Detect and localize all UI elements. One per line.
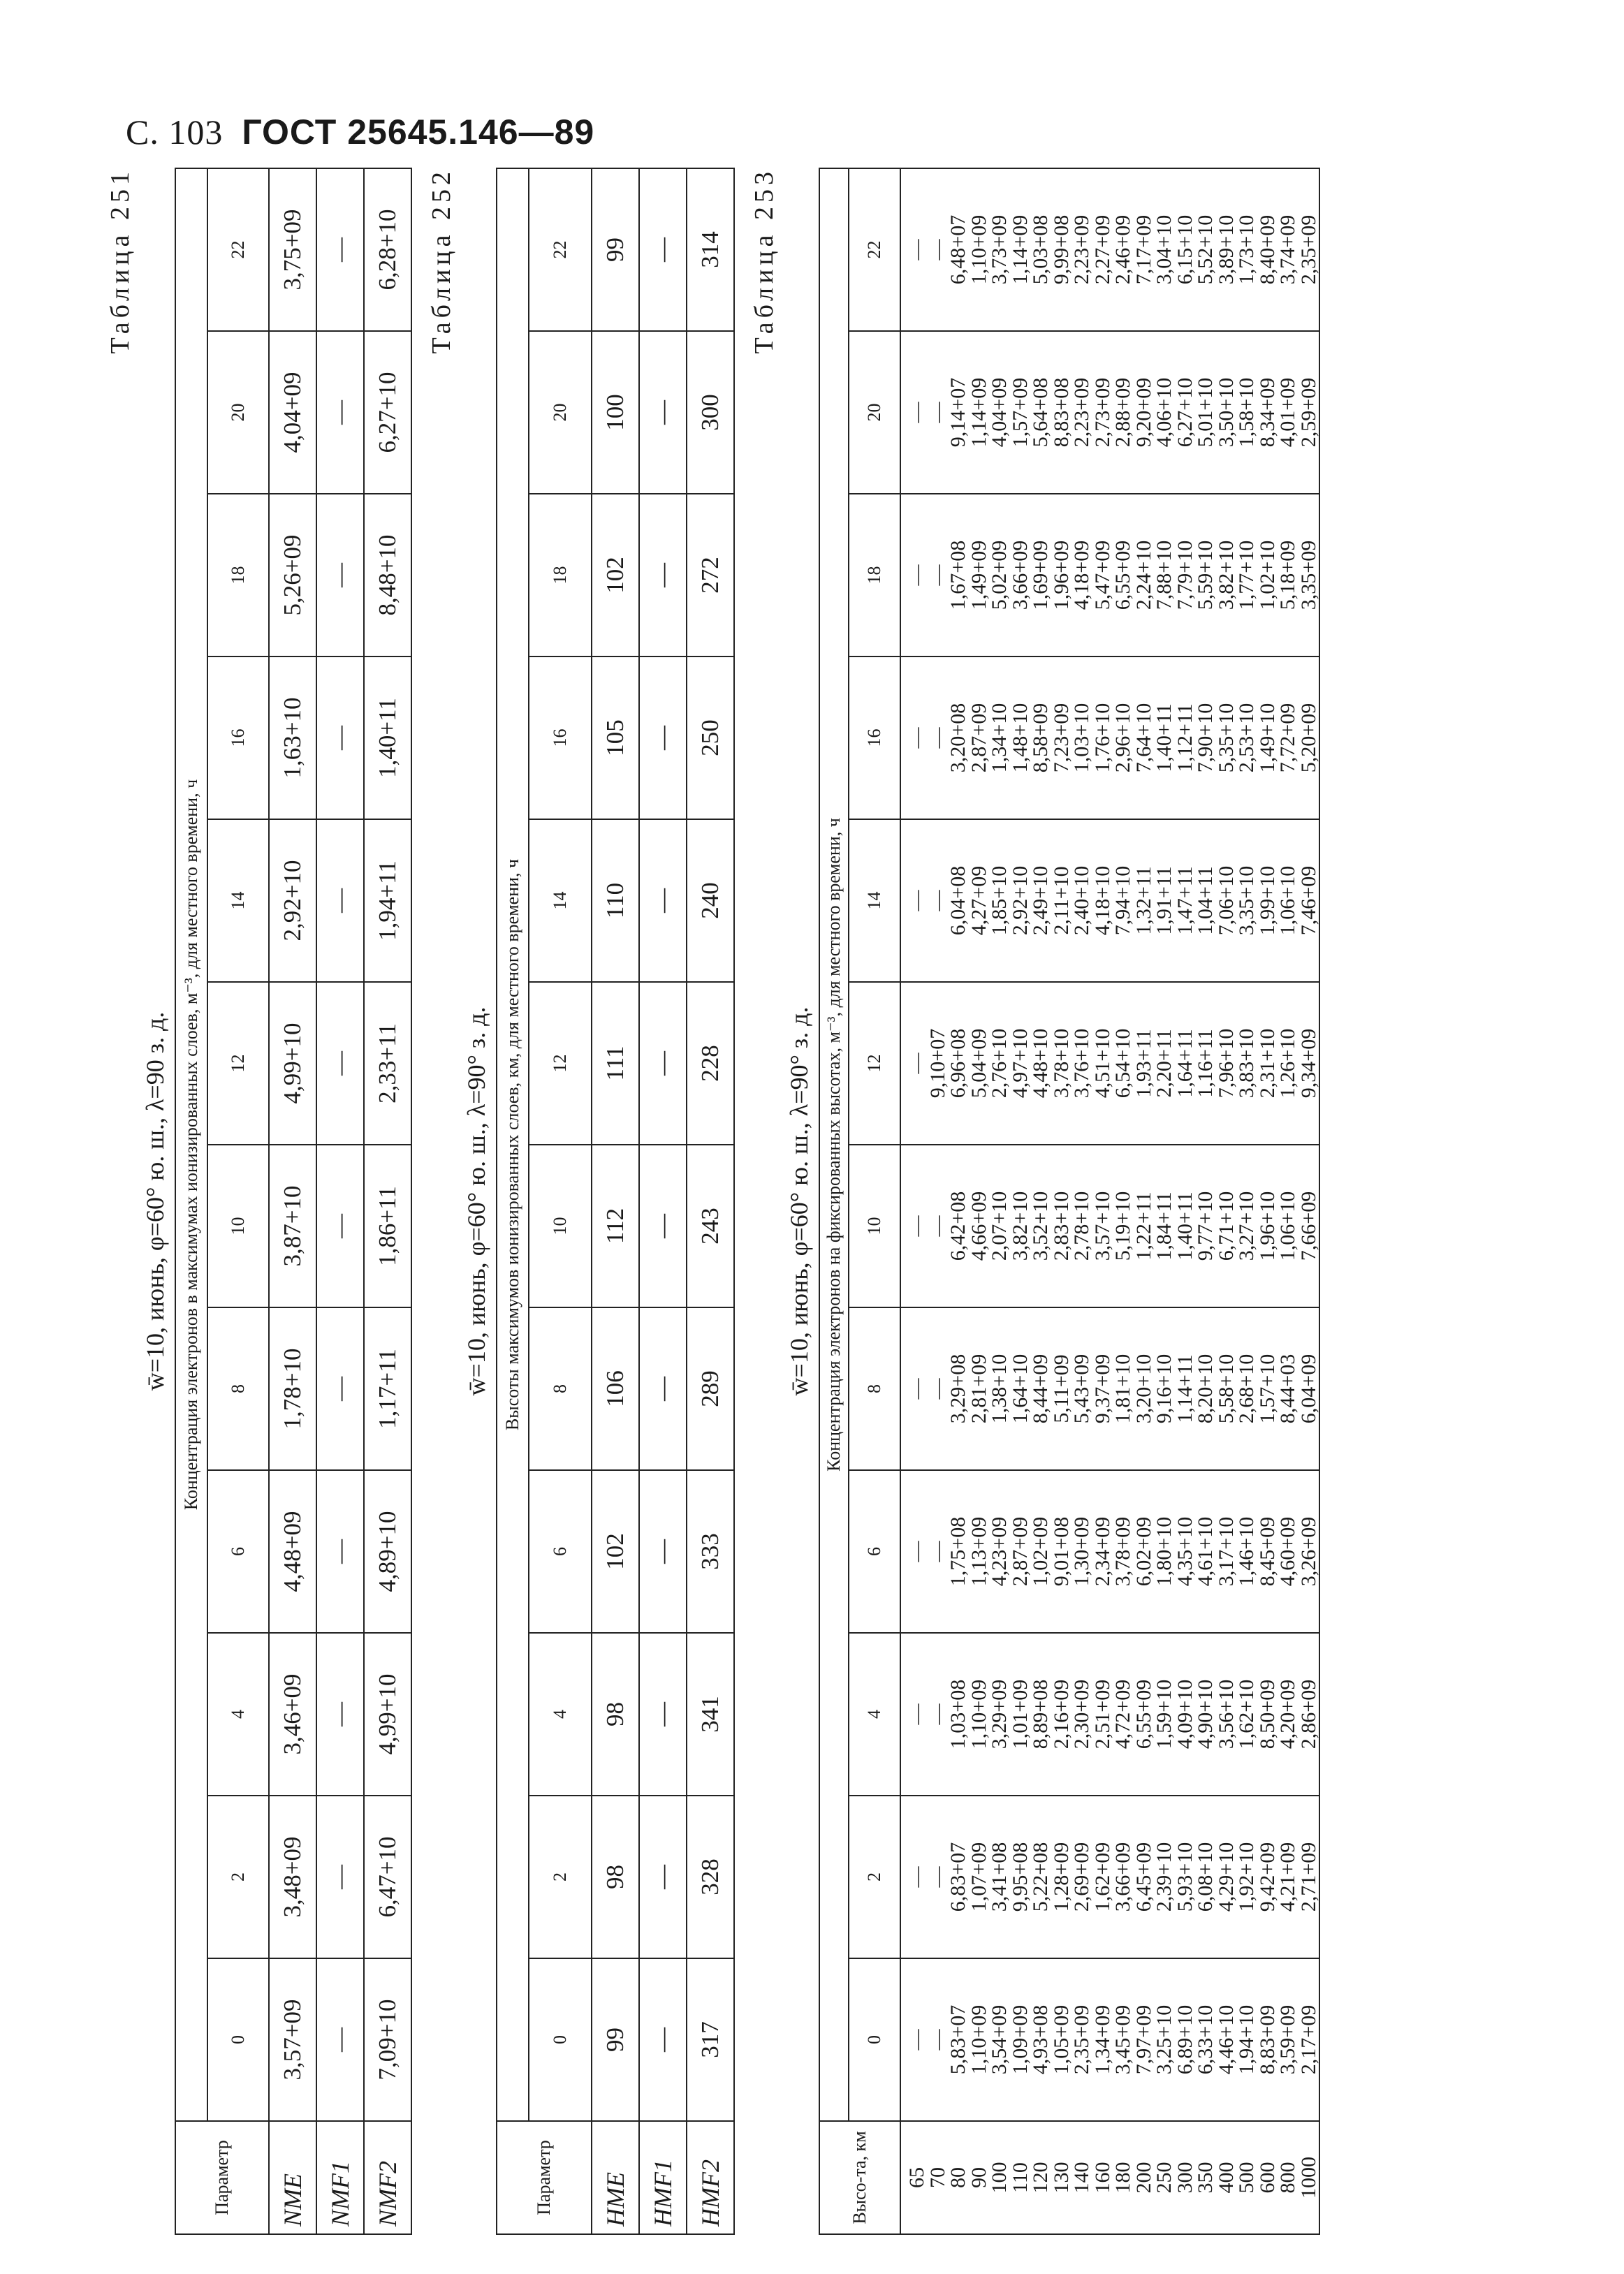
hour-header: 14 bbox=[207, 819, 269, 982]
hour-column: — — 3,29+08 2,81+09 1,38+10 1,64+10 8,44+09 5,11+09 5,43+09 9,37+09 1,81+10 3,20+10 9,16+10 1,14+11 8,20+10 5,58+10 2,68+10 1,57+10 8,44+03 6,04+09 bbox=[900, 1307, 1319, 1470]
hour-header: 0 bbox=[207, 1958, 269, 2121]
page-number: С. 103 bbox=[126, 112, 224, 152]
table-251-caption: w̄=10, июнь, φ=60° ю. ш., λ=90 з. д. bbox=[141, 1011, 169, 1391]
table-cell: 2,33+11 bbox=[364, 982, 411, 1145]
table-cell: 3,57+09 bbox=[269, 1958, 316, 2121]
altitude-header: Высо-та, км bbox=[819, 2121, 900, 2234]
table-cell: 1,78+10 bbox=[269, 1307, 316, 1470]
hour-header: 22 bbox=[529, 168, 592, 331]
hour-header: 16 bbox=[529, 656, 592, 819]
hour-column: — — 3,20+08 2,87+09 1,34+10 1,48+10 8,58+09 7,23+09 1,03+10 1,76+10 2,96+10 7,64+10 1,40+11 1,12+11 7,90+10 5,35+10 2,53+10 1,49+10 7,72+09 5,20+09 bbox=[900, 656, 1319, 819]
hour-header: 16 bbox=[849, 656, 900, 819]
table-cell: 6,47+10 bbox=[364, 1796, 411, 1958]
hour-header: 8 bbox=[529, 1307, 592, 1470]
hour-header: 6 bbox=[529, 1470, 592, 1633]
table-cell: 1,40+11 bbox=[364, 656, 411, 819]
table-cell: 4,48+09 bbox=[269, 1470, 316, 1633]
hour-header: 16 bbox=[207, 656, 269, 819]
table-cell: 3,48+09 bbox=[269, 1796, 316, 1958]
table-cell: — bbox=[316, 331, 364, 494]
table-cell: 112 bbox=[592, 1145, 639, 1307]
table-252-caption: w̄=10, июнь, φ=60° ю. ш., λ=90° з. д. bbox=[462, 1006, 490, 1396]
table-cell: 243 bbox=[687, 1145, 734, 1307]
table-cell: 5,26+09 bbox=[269, 494, 316, 656]
table-cell: — bbox=[639, 494, 687, 656]
hour-header: 2 bbox=[529, 1796, 592, 1958]
hour-header: 0 bbox=[529, 1958, 592, 2121]
hour-header: 18 bbox=[849, 494, 900, 656]
table-cell: 8,48+10 bbox=[364, 494, 411, 656]
table-cell: — bbox=[316, 168, 364, 331]
table-cell: 111 bbox=[592, 982, 639, 1145]
table-cell: 333 bbox=[687, 1470, 734, 1633]
table-cell: — bbox=[639, 819, 687, 982]
table-cell: — bbox=[316, 656, 364, 819]
table-row bbox=[269, 168, 316, 2234]
table-252-label: Таблица 252 bbox=[427, 168, 456, 354]
table-cell: 1,86+11 bbox=[364, 1145, 411, 1307]
parameter-name: HMF1 bbox=[639, 2121, 687, 2234]
table-cell: — bbox=[316, 494, 364, 656]
table-cell: 110 bbox=[592, 819, 639, 982]
hour-header: 6 bbox=[207, 1470, 269, 1633]
table-cell: 328 bbox=[687, 1796, 734, 1958]
standard-number: ГОСТ 25645.146—89 bbox=[242, 112, 595, 152]
table-253-caption: w̄=10, июнь, φ=60° ю. ш., λ=90° з. д. bbox=[785, 1006, 813, 1396]
hour-column: — — 6,04+08 4,27+09 1,85+10 2,92+10 2,49+10 2,11+10 2,40+10 4,18+10 7,94+10 1,32+11 1,91+11 1,47+11 1,04+11 7,06+10 3,35+10 1,99+10 1,06+10 7,46+09 bbox=[900, 819, 1319, 982]
table-cell: 98 bbox=[592, 1796, 639, 1958]
table-cell: — bbox=[639, 1145, 687, 1307]
hour-header: 12 bbox=[207, 982, 269, 1145]
table-cell: 1,94+11 bbox=[364, 819, 411, 982]
parameter-name: NMF2 bbox=[364, 2121, 411, 2234]
hour-column: — — 6,48+07 1,10+09 3,73+09 1,14+09 5,03+08 9,99+08 2,23+09 2,27+09 2,46+09 7,17+09 3,04+10 6,15+10 5,52+10 3,89+10 1,73+10 8,40+09 3,74+09 2,35+09 bbox=[900, 168, 1319, 331]
param-header: Параметр bbox=[175, 2121, 269, 2234]
table-cell: 7,09+10 bbox=[364, 1958, 411, 2121]
hour-header: 2 bbox=[849, 1796, 900, 1958]
rotated-content bbox=[105, 168, 1334, 2235]
hour-header: 22 bbox=[849, 168, 900, 331]
table-252 bbox=[496, 168, 735, 2235]
table-cell: 272 bbox=[687, 494, 734, 656]
table-cell: — bbox=[639, 1633, 687, 1796]
table-row bbox=[592, 168, 639, 2234]
table-row bbox=[639, 168, 687, 2234]
table-cell: — bbox=[639, 168, 687, 331]
table-cell: 100 bbox=[592, 331, 639, 494]
altitude-column: 65 70 80 90 100 110 120 130 140 160 180 200 250 300 350 400 500 600 800 1000 bbox=[900, 2121, 1319, 2234]
hour-column: — — 6,83+07 1,07+09 3,41+08 9,95+08 5,22+08 1,28+09 2,69+09 1,62+09 3,66+09 6,45+09 2,39+10 5,93+10 6,08+10 4,29+10 1,92+10 9,42+09 4,21+09 2,71+09 bbox=[900, 1796, 1319, 1958]
table-cell: — bbox=[316, 1796, 364, 1958]
hour-header: 12 bbox=[849, 982, 900, 1145]
hour-header: 2 bbox=[207, 1796, 269, 1958]
table-cell: 102 bbox=[592, 1470, 639, 1633]
hour-header: 8 bbox=[849, 1307, 900, 1470]
table-cell: 228 bbox=[687, 982, 734, 1145]
hour-column: — 9,10+07 6,96+08 5,04+09 2,76+10 4,97+10 4,48+10 3,78+10 3,76+10 4,51+10 6,54+10 1,93+11 2,20+11 1,64+11 1,16+11 7,96+10 3,83+10 2,31+10 1,26+10 9,34+09 bbox=[900, 982, 1319, 1145]
table-row bbox=[316, 168, 364, 2234]
table-cell: — bbox=[639, 331, 687, 494]
parameter-name: HME bbox=[592, 2121, 639, 2234]
table-cell: — bbox=[639, 1470, 687, 1633]
group-header: Концентрация электронов на фиксированных высотах, м⁻³, для местного времени, ч bbox=[819, 168, 849, 2121]
table-cell: 314 bbox=[687, 168, 734, 331]
table-252-block bbox=[426, 168, 735, 2235]
hour-column: — — 9,14+07 1,14+09 4,04+09 1,57+09 5,64+08 8,83+08 2,23+09 2,73+09 2,88+09 9,20+09 4,06+10 6,27+10 5,01+10 3,50+10 1,58+10 8,34+09 4,01+09 2,59+09 bbox=[900, 331, 1319, 494]
table-cell: 341 bbox=[687, 1633, 734, 1796]
hour-header: 14 bbox=[849, 819, 900, 982]
hour-header: 10 bbox=[849, 1145, 900, 1307]
hour-header: 4 bbox=[529, 1633, 592, 1796]
hour-header: 8 bbox=[207, 1307, 269, 1470]
hour-column: — — 1,67+08 1,49+09 5,02+09 3,66+09 1,69+09 1,96+09 4,18+09 5,47+09 6,55+09 2,24+10 7,88+10 7,79+10 5,59+10 3,82+10 1,77+10 1,02+10 5,18+09 3,35+09 bbox=[900, 494, 1319, 656]
table-cell: 2,92+10 bbox=[269, 819, 316, 982]
table-cell: 289 bbox=[687, 1307, 734, 1470]
hour-column: — — 1,03+08 1,10+09 3,29+09 1,01+09 8,89+08 2,16+09 2,30+09 2,51+09 4,72+09 6,55+09 1,59+10 4,09+10 4,90+10 3,56+10 1,62+10 8,50+09 4,20+09 2,86+09 bbox=[900, 1633, 1319, 1796]
page-header bbox=[126, 112, 594, 152]
parameter-name: NMF1 bbox=[316, 2121, 364, 2234]
table-cell: 99 bbox=[592, 168, 639, 331]
table-cell: — bbox=[316, 1633, 364, 1796]
table-cell: 3,87+10 bbox=[269, 1145, 316, 1307]
table-cell: 99 bbox=[592, 1958, 639, 2121]
table-251-block bbox=[105, 168, 412, 2235]
hour-header: 14 bbox=[529, 819, 592, 982]
table-cell: 102 bbox=[592, 494, 639, 656]
hour-column: — — 6,42+08 4,66+09 2,07+10 3,82+10 3,52+10 2,83+10 2,78+10 3,57+10 5,19+10 1,22+11 1,84+11 1,40+11 9,77+10 6,71+10 3,27+10 1,96+10 1,06+10 7,66+09 bbox=[900, 1145, 1319, 1307]
parameter-name: NME bbox=[269, 2121, 316, 2234]
table-253 bbox=[819, 168, 1320, 2235]
table-cell: 105 bbox=[592, 656, 639, 819]
hour-header: 18 bbox=[207, 494, 269, 656]
table-cell: — bbox=[639, 656, 687, 819]
hour-header: 12 bbox=[529, 982, 592, 1145]
hour-header: 6 bbox=[849, 1470, 900, 1633]
table-253-label: Таблица 253 bbox=[749, 168, 779, 354]
hour-header: 10 bbox=[207, 1145, 269, 1307]
hour-header: 10 bbox=[529, 1145, 592, 1307]
table-cell: 1,63+10 bbox=[269, 656, 316, 819]
hour-header: 4 bbox=[849, 1633, 900, 1796]
hour-header: 20 bbox=[207, 331, 269, 494]
table-cell: — bbox=[639, 982, 687, 1145]
table-cell: — bbox=[316, 982, 364, 1145]
table-cell: 106 bbox=[592, 1307, 639, 1470]
table-cell: 98 bbox=[592, 1633, 639, 1796]
table-251-label: Таблица 251 bbox=[105, 168, 135, 354]
hour-header: 4 bbox=[207, 1633, 269, 1796]
param-header: Параметр bbox=[497, 2121, 592, 2234]
hour-header: 18 bbox=[529, 494, 592, 656]
table-cell: — bbox=[639, 1958, 687, 2121]
hour-header: 22 bbox=[207, 168, 269, 331]
table-row bbox=[687, 168, 734, 2234]
table-cell: 300 bbox=[687, 331, 734, 494]
table-cell: 3,75+09 bbox=[269, 168, 316, 331]
table-cell: 4,04+09 bbox=[269, 331, 316, 494]
table-cell: 4,99+10 bbox=[364, 1633, 411, 1796]
table-cell: — bbox=[639, 1796, 687, 1958]
table-cell: — bbox=[316, 819, 364, 982]
parameter-name: HMF2 bbox=[687, 2121, 734, 2234]
table-cell: — bbox=[316, 1470, 364, 1633]
table-cell: 317 bbox=[687, 1958, 734, 2121]
hour-header: 0 bbox=[849, 1958, 900, 2121]
hour-header: 20 bbox=[529, 331, 592, 494]
table-cell: — bbox=[316, 1958, 364, 2121]
table-cell: — bbox=[316, 1145, 364, 1307]
table-cell: 3,46+09 bbox=[269, 1633, 316, 1796]
table-cell: 6,28+10 bbox=[364, 168, 411, 331]
table-cell: — bbox=[316, 1307, 364, 1470]
table-cell: 4,89+10 bbox=[364, 1470, 411, 1633]
table-cell: 1,17+11 bbox=[364, 1307, 411, 1470]
hour-header: 20 bbox=[849, 331, 900, 494]
hour-column: — — 1,75+08 1,13+09 4,23+09 2,87+09 1,02+09 9,01+08 1,30+09 2,34+09 3,78+09 6,02+09 1,80+10 4,35+10 4,61+10 3,17+10 1,46+10 8,45+09 4,60+09 3,26+09 bbox=[900, 1470, 1319, 1633]
hour-column: — — 5,83+07 1,10+09 3,54+09 1,09+09 4,93+08 1,05+09 2,35+09 1,34+09 3,45+09 7,97+09 3,25+10 6,89+10 6,33+10 4,46+10 1,94+10 8,83+09 3,59+09 2,17+09 bbox=[900, 1958, 1319, 2121]
table-row bbox=[364, 168, 411, 2234]
table-cell: 250 bbox=[687, 656, 734, 819]
group-header: Высоты максимумов ионизированных слоев, км, для местного времени, ч bbox=[497, 168, 529, 2121]
group-header: Концентрация электронов в максимумах ионизированных слоев, м⁻³, для местного времени, ч bbox=[175, 168, 207, 2121]
table-cell: 6,27+10 bbox=[364, 331, 411, 494]
table-253-block bbox=[749, 168, 1320, 2235]
table-cell: 240 bbox=[687, 819, 734, 982]
table-cell: — bbox=[639, 1307, 687, 1470]
table-251 bbox=[175, 168, 412, 2235]
table-cell: 4,99+10 bbox=[269, 982, 316, 1145]
